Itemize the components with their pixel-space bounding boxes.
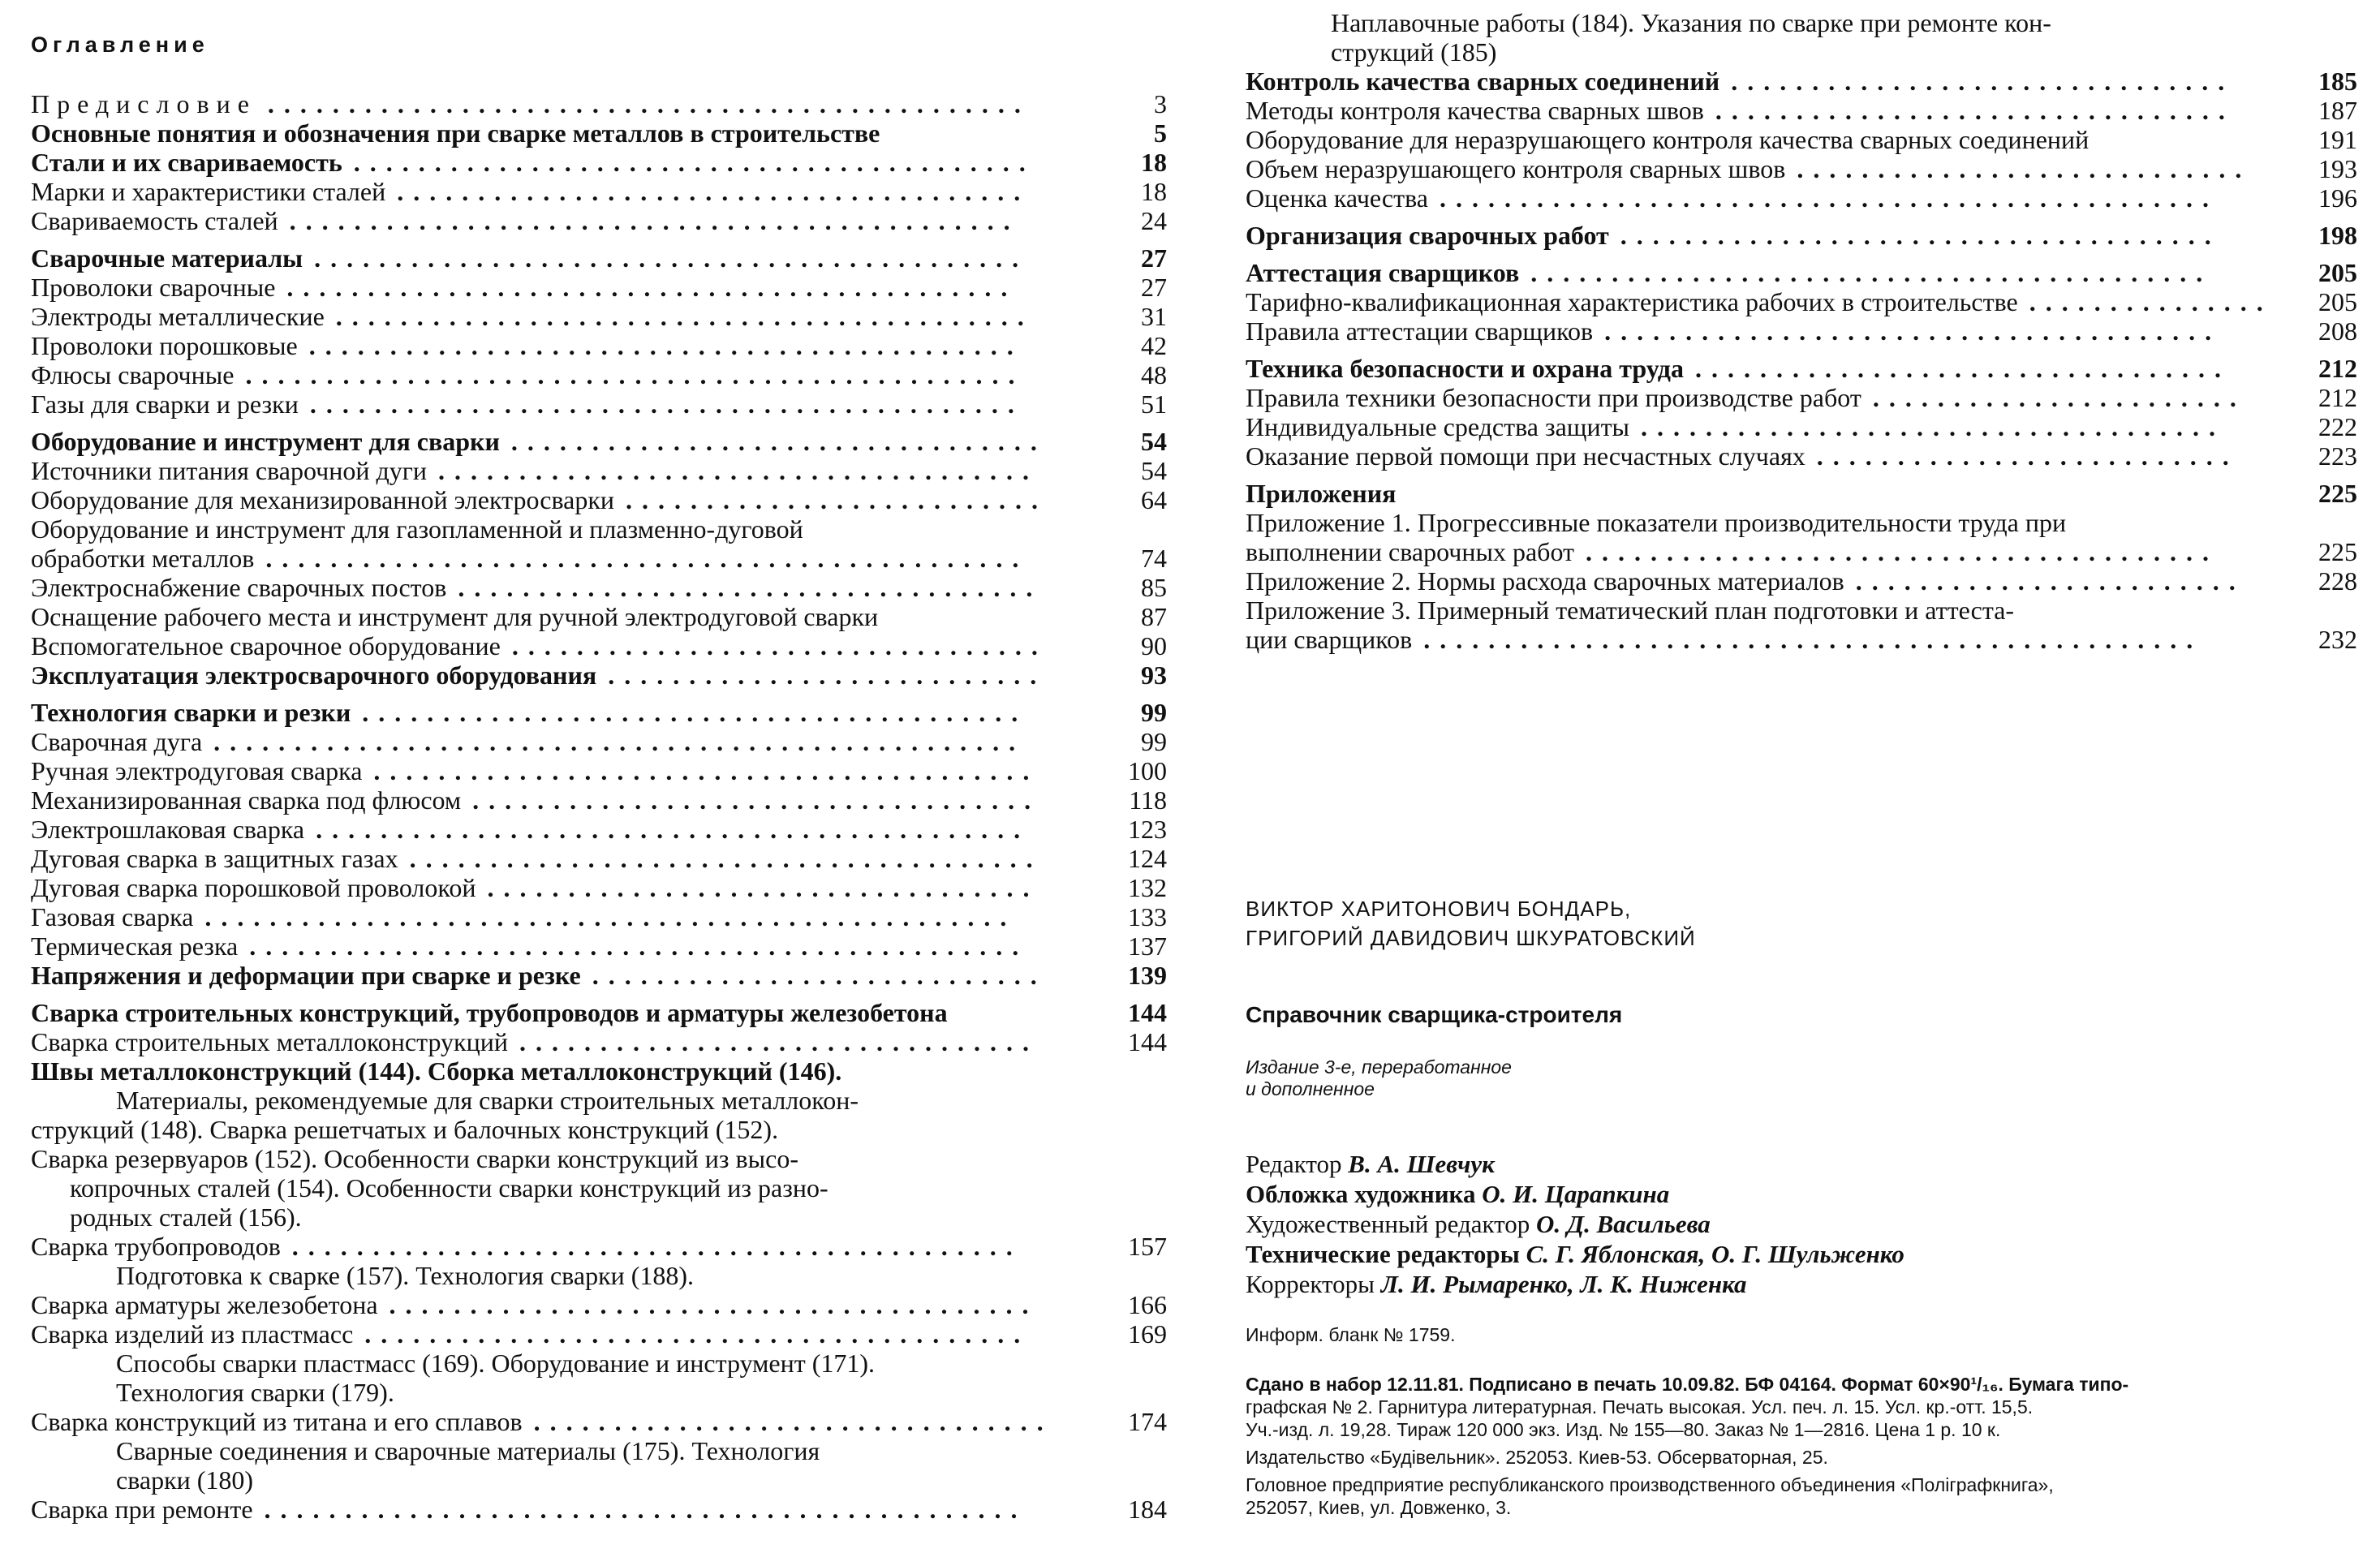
leader-dots: ............................................	[309, 389, 1024, 419]
toc-list-right	[1246, 8, 2357, 654]
credit-role: Редактор	[1246, 1150, 1349, 1178]
toc-entry	[1246, 625, 2357, 654]
toc-entry	[31, 998, 1167, 1027]
leader-dots: ............................	[592, 961, 1047, 990]
toc-entry	[1246, 412, 2357, 441]
toc-entry-page: 169	[1128, 1319, 1167, 1349]
leader-dots: ...................................	[472, 785, 1041, 815]
toc-entry	[31, 785, 1167, 815]
toc-entry-title: Подготовка к сварке (157). Технология сварки (188).	[116, 1261, 695, 1290]
toc-entry	[31, 389, 1167, 419]
toc-entry	[31, 1290, 1167, 1319]
leader-dots: .............................................	[286, 273, 1018, 302]
toc-entry-title: Оценка качества	[1246, 183, 1428, 213]
credit-role: Обложка художника	[1246, 1180, 1483, 1208]
toc-entry-page: 74	[1141, 544, 1167, 573]
toc-entry-title: Марки и характеристики сталей	[31, 177, 386, 206]
toc-entry-title: Технология сварки (179).	[116, 1378, 394, 1407]
toc-entry-title: Электроснабжение сварочных постов	[31, 573, 447, 602]
toc-entry	[31, 727, 1167, 756]
leader-dots: ................................................	[1423, 625, 2203, 654]
toc-entry-page: 118	[1129, 785, 1167, 815]
toc-entry	[31, 89, 1167, 118]
toc-entry	[31, 514, 1167, 544]
toc-entry	[31, 1407, 1167, 1436]
toc-entry-title: Сварка при ремонте	[31, 1495, 253, 1524]
imprint-line: Уч.-изд. л. 19,28. Тираж 120 000 экз. Изд. № 155—80. Заказ № 1—2816. Цена 1 р. 10 к.	[1246, 1419, 2001, 1440]
toc-entry-title: выполнении сварочных работ	[1246, 537, 1575, 566]
toc-entry-title: Оказание первой помощи при несчастных случаях	[1246, 441, 1805, 471]
toc-entry	[31, 243, 1167, 273]
toc-entry-page: 191	[2318, 125, 2357, 154]
leader-dots: ................................	[519, 1027, 1039, 1056]
credit-line	[1246, 1209, 1904, 1239]
leader-dots: .................................	[511, 631, 1048, 660]
toc-entry	[31, 427, 1167, 456]
author-name: ГРИГОРИЙ ДАВИДОВИЧ ШКУРАТОВСКИЙ	[1246, 926, 1696, 950]
toc-entry	[31, 1261, 1167, 1290]
toc-entry-title: Источники питания сварочной дуги	[31, 456, 427, 485]
toc-entry-page: 132	[1128, 873, 1167, 902]
toc-entry-title: Технология сварки и резки	[31, 698, 351, 727]
toc-entry	[31, 573, 1167, 602]
toc-entry-title: ции сварщиков	[1246, 625, 1413, 654]
toc-entry-title: Сварка трубопроводов	[31, 1232, 281, 1261]
toc-entry-page: 144	[1128, 1027, 1167, 1056]
toc-entry-page: 87	[1141, 602, 1167, 631]
toc-entry	[31, 1173, 1167, 1202]
toc-entry-page: 222	[2318, 412, 2357, 441]
leader-dots: ............................................	[308, 331, 1023, 360]
toc-entry	[31, 1495, 1167, 1524]
toc-entry-title: Приложение 1. Прогрессивные показатели производительности труда при	[1246, 508, 2067, 537]
credit-line	[1246, 1239, 1904, 1269]
toc-entry	[31, 1349, 1167, 1378]
leader-dots: ..........................................	[353, 148, 1035, 177]
toc-entry	[31, 815, 1167, 844]
toc-entry	[1246, 221, 2357, 250]
toc-entry-title: Оборудование и инструмент для сварки	[31, 427, 500, 456]
leader-dots: ...........................	[608, 660, 1047, 690]
toc-entry-page: 124	[1128, 844, 1167, 873]
imprint-line: 252057, Киев, ул. Довженко, 3.	[1246, 1497, 1512, 1518]
credit-role: Художественный редактор	[1246, 1210, 1537, 1238]
toc-entry-page: 85	[1141, 573, 1167, 602]
toc-entry-page: 166	[1128, 1290, 1167, 1319]
toc-entry-title: Оборудование и инструмент для газопламенной и плазменно-дуговой	[31, 514, 803, 544]
toc-entry	[31, 1378, 1167, 1407]
leader-dots: ........................................	[389, 1290, 1039, 1319]
toc-entry	[31, 1436, 1167, 1465]
toc-entry-title: Газы для сварки и резки	[31, 389, 299, 419]
toc-entry-title: Приложение 3. Примерный тематический план подготовки и аттеста-	[1246, 596, 2015, 625]
leader-dots: ...........................................	[335, 302, 1034, 331]
toc-entry-page: 157	[1128, 1232, 1167, 1261]
toc-entry-page: 54	[1141, 456, 1167, 485]
leader-dots: ...............................................	[267, 89, 1031, 118]
toc-entry	[31, 660, 1167, 690]
toc-entry-title: Организация сварочных работ	[1246, 221, 1609, 250]
authors-block	[1246, 894, 1696, 953]
toc-entry-page: 27	[1141, 243, 1167, 273]
toc-entry	[31, 177, 1167, 206]
toc-entry	[1246, 596, 2357, 625]
toc-entry	[31, 331, 1167, 360]
toc-entry	[1246, 287, 2357, 316]
credit-name: О. И. Царапкина	[1482, 1180, 1670, 1208]
toc-entry-page: 18	[1141, 148, 1167, 177]
toc-entry-page: 144	[1128, 998, 1167, 1027]
credit-name: О. Д. Васильева	[1536, 1210, 1711, 1238]
leader-dots: ............................................	[316, 815, 1031, 844]
credit-role: Технические редакторы	[1246, 1240, 1526, 1268]
toc-entry-page: 223	[2318, 441, 2357, 471]
leader-dots: .........................................	[362, 698, 1028, 727]
toc-entry-title: копрочных сталей (154). Особенности сварки конструкций из разно-	[70, 1173, 828, 1202]
toc-entry	[31, 1202, 1167, 1232]
toc-entry	[31, 1465, 1167, 1495]
leader-dots: ...............	[2029, 287, 2273, 316]
toc-entry-page: 212	[2318, 383, 2357, 412]
toc-entry-title: Газовая сварка	[31, 902, 194, 931]
leader-dots: .......................................	[397, 177, 1031, 206]
leader-dots: ................................	[533, 1407, 1053, 1436]
toc-entry	[31, 273, 1167, 302]
book-title: Справочник сварщика-строителя	[1246, 1002, 1623, 1027]
toc-entry-page: 208	[2318, 316, 2357, 346]
leader-dots: ................................	[1715, 96, 2235, 125]
toc-entry-title: Правила техники безопасности при производстве работ	[1246, 383, 1861, 412]
toc-entry-title: Эксплуатация электросварочного оборудования	[31, 660, 597, 690]
toc-entry	[31, 844, 1167, 873]
leader-dots: .....................................	[438, 456, 1039, 485]
toc-entry	[31, 756, 1167, 785]
credit-name: Л. И. Рымаренко, Л. К. Ниженка	[1380, 1270, 1747, 1298]
toc-entry-page: 90	[1141, 631, 1167, 660]
credit-name: С. Г. Яблонская, О. Г. Шульженко	[1526, 1240, 1904, 1268]
toc-entry-page: 27	[1141, 273, 1167, 302]
toc-entry-page: 212	[2318, 354, 2357, 383]
toc-entry-title: струкций (148). Сварка решетчатых и балочных конструкций (152).	[31, 1115, 779, 1144]
toc-entry-title: Правила аттестации сварщиков	[1246, 316, 1594, 346]
toc-entry	[1246, 566, 2357, 596]
leader-dots: ...............................................	[265, 544, 1029, 573]
toc-entry	[31, 902, 1167, 931]
toc-entry-page: 184	[1128, 1495, 1167, 1524]
toc-entry-title: Приложение 2. Нормы расхода сварочных материалов	[1246, 566, 1844, 596]
toc-entry-title: Техника безопасности и охрана труда	[1246, 354, 1684, 383]
leader-dots: ..................................	[487, 873, 1039, 902]
toc-entry-title: Аттестация сварщиков	[1246, 258, 1520, 287]
toc-entry-title: Напряжения и деформации при сварке и резке	[31, 961, 581, 990]
leader-dots: ..........................................	[1530, 258, 2213, 287]
imprint-line: графская № 2. Гарнитура литературная. Печать высокая. Усл. печ. л. 15. Усл. кр.-отт. 15,5.	[1246, 1396, 2034, 1417]
toc-entry-page: 54	[1141, 427, 1167, 456]
toc-entry-page: 100	[1128, 756, 1167, 785]
toc-entry-title: Основные понятия и обозначения при сварке металлов в строительстве	[31, 118, 880, 148]
leader-dots: ...............................................	[264, 1495, 1027, 1524]
toc-entry	[31, 206, 1167, 235]
leader-dots: ................................................	[1439, 183, 2219, 213]
toc-entry-title: Тарифно-квалификационная характеристика рабочих в строительстве	[1246, 287, 2018, 316]
toc-entry	[1246, 383, 2357, 412]
toc-entry	[31, 1115, 1167, 1144]
toc-entry	[31, 302, 1167, 331]
toc-entry-title: Оборудование для неразрушающего контроля качества сварных соединений	[1246, 125, 2089, 154]
toc-entry-title: Наплавочные работы (184). Указания по сварке при ремонте кон-	[1331, 8, 2051, 37]
toc-entry-title: Объем неразрушающего контроля сварных швов	[1246, 154, 1786, 183]
toc-entry	[1246, 537, 2357, 566]
toc-entry-title: Проволоки порошковые	[31, 331, 298, 360]
toc-entry	[31, 1086, 1167, 1115]
toc-entry-page: 99	[1141, 727, 1167, 756]
toc-entry-title: струкций (185)	[1331, 37, 1497, 67]
toc-entry-page: 137	[1128, 931, 1167, 961]
leader-dots: ..................................................	[204, 902, 1017, 931]
author-name: ВИКТОР ХАРИТОНОВИЧ БОНДАРЬ,	[1246, 897, 1632, 921]
imprint-line: Сдано в набор 12.11.81. Подписано в печать 10.09.82. БФ 04164. Формат 60×90¹/₁₆. Бумага типо-	[1246, 1374, 2129, 1395]
toc-entry-title: Проволоки сварочные	[31, 273, 276, 302]
toc-entry-title: Флюсы сварочные	[31, 360, 235, 389]
toc-entry-page: 99	[1141, 698, 1167, 727]
leader-dots: ................................................	[245, 360, 1025, 389]
toc-entry-title: Дуговая сварка порошковой проволокой	[31, 873, 476, 902]
toc-entry-title: Стали и их свариваемость	[31, 148, 342, 177]
toc-entry-page: 24	[1141, 206, 1167, 235]
toc-entry	[31, 602, 1167, 631]
toc-entry	[1246, 316, 2357, 346]
toc-entry-page: 196	[2318, 183, 2357, 213]
toc-entry-page: 139	[1128, 961, 1167, 990]
toc-entry-title: Сварка резервуаров (152). Особенности сварки конструкций из высо-	[31, 1144, 799, 1173]
toc-entry-page: 187	[2318, 96, 2357, 125]
leader-dots: ............................	[1797, 154, 2252, 183]
toc-entry-title: Швы металлоконструкций (144). Сборка металлоконструкций (146).	[31, 1056, 842, 1086]
imprint-block	[1246, 1373, 2357, 1519]
leader-dots: .................................	[1694, 354, 2231, 383]
toc-entry-page: 42	[1141, 331, 1167, 360]
leader-dots: .......................................	[1586, 537, 2219, 566]
imprint-line: Издательство «Будiвельник». 252053. Киев-53. Обсерваторная, 25.	[1246, 1447, 1828, 1468]
toc-entry-page: 5	[1154, 118, 1167, 148]
leader-dots: ..................................................	[213, 727, 1026, 756]
toc-entry	[1246, 441, 2357, 471]
toc-entry-title: Сварка строительных металлоконструкций	[31, 1027, 508, 1056]
toc-entry-page: 225	[2318, 479, 2357, 508]
toc-entry-page: 198	[2318, 221, 2357, 250]
edition-note	[1246, 1056, 1512, 1100]
toc-entry	[31, 118, 1167, 148]
toc-entry	[31, 961, 1167, 990]
toc-entry	[1246, 67, 2357, 96]
toc-entry-title: Сварка конструкций из титана и его сплавов	[31, 1407, 523, 1436]
toc-entry	[1246, 479, 2357, 508]
leader-dots: ....................................	[1641, 412, 2226, 441]
toc-entry	[31, 1144, 1167, 1173]
credit-line	[1246, 1179, 1904, 1209]
toc-entry-title: Оснащение рабочего места и инструмент для ручной электродуговой сварки	[31, 602, 879, 631]
toc-entry	[1246, 96, 2357, 125]
toc-entry	[31, 456, 1167, 485]
toc-entry-title: Контроль качества сварных соединений	[1246, 67, 1720, 96]
leader-dots: ......................................	[1604, 316, 2222, 346]
leader-dots: ..........................	[1816, 441, 2239, 471]
toc-entry-page: 225	[2318, 537, 2357, 566]
toc-entry-page: 193	[2318, 154, 2357, 183]
toc-entry-title: Способы сварки пластмасс (169). Оборудование и инструмент (171).	[116, 1349, 876, 1378]
toc-heading: Оглавление	[31, 32, 209, 57]
toc-entry	[31, 631, 1167, 660]
toc-entry-title: Методы контроля качества сварных швов	[1246, 96, 1704, 125]
toc-entry	[31, 148, 1167, 177]
leader-dots: .......................................	[409, 844, 1043, 873]
toc-entry	[31, 698, 1167, 727]
toc-list-left	[31, 89, 1167, 1524]
toc-entry-page: 205	[2318, 287, 2357, 316]
leader-dots: ........................	[1855, 566, 2245, 596]
toc-entry	[1246, 183, 2357, 213]
leader-dots: .......................	[1872, 383, 2246, 412]
toc-entry	[31, 1319, 1167, 1349]
credit-line	[1246, 1269, 1904, 1299]
toc-entry-title: Приложения	[1246, 479, 1397, 508]
toc-entry	[1246, 125, 2357, 154]
toc-entry-page: 185	[2318, 67, 2357, 96]
leader-dots: ............................................	[314, 243, 1029, 273]
credit-role: Корректоры	[1246, 1270, 1381, 1298]
toc-entry	[31, 931, 1167, 961]
toc-entry	[31, 1232, 1167, 1261]
toc-entry-title: Сварка изделий из пластмасс	[31, 1319, 354, 1349]
leader-dots: ................................................	[249, 931, 1029, 961]
toc-entry-title: Сварка строительных конструкций, трубопроводов и арматуры железобетона	[31, 998, 948, 1027]
edition-line: и дополненное	[1246, 1078, 1375, 1099]
toc-entry	[31, 360, 1167, 389]
leader-dots: ...............................	[1731, 67, 2235, 96]
toc-entry-title: Сварочные материалы	[31, 243, 303, 273]
toc-entry-title: обработки металлов	[31, 544, 255, 573]
leader-dots: ....................................	[458, 573, 1043, 602]
edition-line: Издание 3-е, переработанное	[1246, 1056, 1512, 1078]
toc-entry	[31, 1056, 1167, 1086]
toc-entry-title: Оборудование для механизированной электросварки	[31, 485, 615, 514]
toc-entry-page: 174	[1128, 1407, 1167, 1436]
toc-entry	[1246, 8, 2357, 37]
toc-entry-title: Ручная электродуговая сварка	[31, 756, 363, 785]
leader-dots: .....................................	[1620, 221, 2221, 250]
leader-dots: ..........................	[626, 485, 1048, 514]
credit-line	[1246, 1149, 1904, 1179]
toc-entry-title: Предисловие	[31, 89, 256, 118]
toc-entry-title: Механизированная сварка под флюсом	[31, 785, 462, 815]
toc-entry-title: Электроды металлические	[31, 302, 325, 331]
toc-entry-page: 93	[1141, 660, 1167, 690]
toc-entry-title: Термическая резка	[31, 931, 239, 961]
toc-entry-title: Электрошлаковая сварка	[31, 815, 305, 844]
toc-entry-page: 3	[1154, 89, 1167, 118]
toc-entry-page: 48	[1141, 360, 1167, 389]
toc-entry-title: Сварка арматуры железобетона	[31, 1290, 378, 1319]
toc-entry	[1246, 154, 2357, 183]
toc-entry-title: Свариваемость сталей	[31, 206, 278, 235]
credit-name: В. А. Шевчук	[1348, 1150, 1495, 1178]
toc-entry-page: 123	[1128, 815, 1167, 844]
toc-entry-page: 31	[1141, 302, 1167, 331]
imprint-line: Головное предприятие республиканского производственного объединения «Полiграфкнига»,	[1246, 1474, 2054, 1495]
toc-entry-title: сварки (180)	[116, 1465, 254, 1495]
toc-entry	[1246, 508, 2357, 537]
toc-entry-page: 18	[1141, 177, 1167, 206]
toc-entry	[1246, 258, 2357, 287]
credits-block	[1246, 1149, 1904, 1299]
leader-dots: .............................................	[289, 206, 1020, 235]
toc-entry-title: родных сталей (156).	[70, 1202, 302, 1232]
leader-dots: .............................................	[291, 1232, 1022, 1261]
toc-entry	[31, 485, 1167, 514]
toc-entry-title: Материалы, рекомендуемые для сварки строительных металлокон-	[116, 1086, 859, 1115]
toc-entry	[31, 1027, 1167, 1056]
toc-entry-page: 51	[1141, 389, 1167, 419]
toc-entry	[1246, 354, 2357, 383]
toc-entry-page: 64	[1141, 485, 1167, 514]
toc-entry-page: 228	[2318, 566, 2357, 596]
toc-entry-title: Сварные соединения и сварочные материалы (175). Технология	[116, 1436, 820, 1465]
toc-entry	[1246, 37, 2357, 67]
toc-entry-title: Вспомогательное сварочное оборудование	[31, 631, 501, 660]
leader-dots: .........................................	[364, 1319, 1031, 1349]
toc-entry-title: Сварочная дуга	[31, 727, 203, 756]
toc-entry	[31, 544, 1167, 573]
toc-entry-page: 205	[2318, 258, 2357, 287]
toc-entry	[31, 873, 1167, 902]
leader-dots: .................................	[510, 427, 1047, 456]
toc-entry-title: Дуговая сварка в защитных газах	[31, 844, 398, 873]
toc-entry-title: Индивидуальные средства защиты	[1246, 412, 1630, 441]
inform-blank: Информ. бланк № 1759.	[1246, 1324, 1456, 1345]
toc-entry-page: 133	[1128, 902, 1167, 931]
toc-entry-page: 232	[2318, 625, 2357, 654]
leader-dots: .........................................	[373, 756, 1039, 785]
